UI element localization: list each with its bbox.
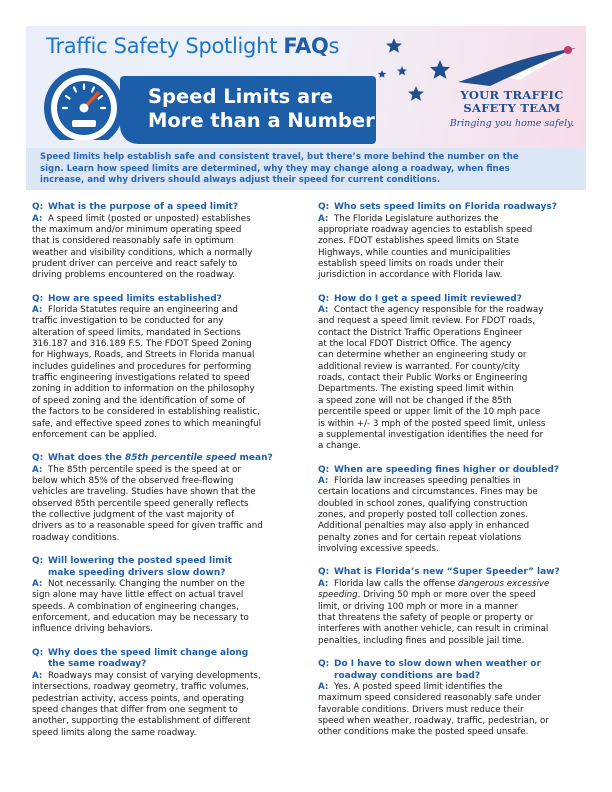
answer-text: Florida law increases speeding penalties in [334,476,521,487]
answer-line [32,407,300,418]
faq-item [32,294,300,442]
faq-item [32,648,300,739]
answer-line [318,362,586,373]
answer-marker: A: [32,579,43,590]
answer-marker: A: [318,476,329,487]
answer-line [318,705,586,716]
answer-text: another, supporting the establishment of different [32,716,251,727]
answer-line [318,316,586,327]
answer-line [32,476,300,487]
answer-line [32,705,300,716]
answer-text: enforcement, and education may be necessary to [32,613,249,624]
answer-line [32,590,300,601]
answer-text: safe, and effective speed zones to which meaningful [32,418,262,429]
intro-line: Speed limits help establish safe and consistent travel, but there’s more behind the number on the [40,152,519,162]
question-text: How do I get a speed limit reviewed? [334,293,522,304]
answer-text: percentile speed or upper limit of the 10 mph pace [318,407,541,418]
answer-line [32,624,300,635]
answer-line [318,384,586,395]
faq-item [32,453,300,544]
faq-question [32,556,300,579]
answer-line [318,373,586,384]
answer-text: penalty zones and for certain repeat violations [318,532,522,543]
answer-text: Additional penalties may also apply in enhanced [318,521,530,532]
question-marker: Q: [32,202,44,212]
answer-text: Contact the agency responsible for the roadway [334,305,544,316]
answer-line: that threatens the safety of people or property or [318,612,534,623]
faq-question [32,453,300,465]
logo-line-1: YOUR TRAFFIC [460,88,564,102]
question-text: What is the purpose of a speed limit? [48,202,239,212]
answer-text: traffic engineering investigations related to speed [32,373,250,384]
answer-emphasis: speeding [318,590,358,601]
faq-item [32,556,300,636]
answer-line [318,214,586,225]
question-text: How are speed limits established? [48,293,222,304]
answer-line [318,727,586,738]
faq-answer [32,671,300,739]
answer-line [32,270,300,281]
answer-line [318,693,586,704]
answer-line [32,419,300,430]
answer-text: that is considered reasonably safe in optimum [32,236,234,247]
answer-line [32,602,300,613]
answer-text: Highways, while counties and municipalities [318,247,511,258]
answer-text: drivers as to a reasonable speed for given traffic and [32,521,263,532]
answer-line [318,590,586,601]
faq-item [318,465,586,556]
answer-text: additional review is warranted. For county/city [318,361,520,372]
answer-text: roadway conditions. [32,532,120,543]
answer-text: for Highways, Roads, and Streets in Florida manual [32,350,255,361]
header-banner [26,26,586,148]
answer-text: . Driving 50 mph or more over the speed [357,590,536,601]
answer-line: limit, or driving 100 mph or more in a manner [318,601,519,612]
faq-question [318,659,586,682]
answer-line [318,716,586,727]
answer-text: and request a speed limit review. For FDOT roads, [318,316,536,327]
faq-item [32,202,300,282]
answer-line [32,728,300,739]
answer-line [32,533,300,544]
answer-line [318,270,586,281]
faq-item [318,202,586,282]
answer-line [318,499,586,510]
intro-line: sign. Learn how speed limits are determined, why they may change along a roadway, when fines [40,163,510,174]
question-marker: Q: [318,202,330,212]
faq-item [318,567,586,647]
series-title: Traffic Safety Spotlight FAQs [46,34,340,58]
answer-line [318,476,586,487]
answer-text: zones. FDOT establishes speed limits on State [318,236,519,247]
answer-text: prudent driver can perceive and react safely to [32,258,238,269]
answer-line [318,544,586,555]
title-line-2: More than a Number [148,109,375,132]
answer-text: roads, contact their Public Works or Engineering [318,373,528,384]
answer-marker: A: [32,670,43,681]
answer-line: penalties, including fines and possible jail time. [318,635,525,646]
answer-line [32,305,300,316]
question-text-cont: the same roadway? [48,659,147,670]
answer-text: speed when weather, roadway, traffic, pedestrian, or [318,716,549,727]
answer-text: 316.187 and 316.189 F.S. The FDOT Speed Zoning [32,339,252,350]
answer-line [318,441,586,452]
faq-answer [318,682,586,739]
answer-text: jurisdiction in accordance with Florida law. [318,270,503,281]
answer-line [32,259,300,270]
answer-text: a supplemental investigation identifies the need for [318,429,544,440]
answer-text: The 85th percentile speed is the speed at or [48,464,241,475]
answer-line: interferes with another vehicle, can result in criminal [318,624,549,635]
faq-answer [318,214,586,282]
answer-text: appropriate roadway agencies to establish speed [318,224,533,235]
question-text: Do I have to slow down when weather or [334,659,541,669]
answer-text: includes guidelines and procedures for performing [32,361,252,372]
answer-line [318,407,586,418]
answer-line [32,499,300,510]
answer-line [32,716,300,727]
answer-text: a speed zone will not be changed if the 85th [318,395,512,406]
answer-text: certain locations and circumstances. Fines may be [318,487,538,498]
answer-text: Roadways may consist of varying developments, [48,670,261,681]
answer-line [318,419,586,430]
answer-text: influence driving behaviors. [32,624,153,635]
answer-line [318,328,586,339]
answer-line [318,339,586,350]
answer-line [32,236,300,247]
answer-line [32,248,300,259]
answer-text: The Florida Legislature authorizes the [334,213,499,224]
answer-text: zoning in addition to information on the philosophy [32,384,255,395]
question-marker: Q: [32,293,44,304]
answer-text: observed 85th percentile speed generally reflects [32,498,249,509]
answer-line [32,465,300,476]
traffic-safety-team-logo [442,68,582,142]
answer-text: intersections, roadway geometry, traffic volumes, [32,682,249,693]
answer-line [318,236,586,247]
answer-text: vehicles are traveling. Studies have shown that the [32,487,256,498]
answer-text: below which 85% of the observed free-flowing [32,476,234,487]
answer-line [32,339,300,350]
faq-question [32,648,300,671]
question-marker: Q: [32,453,44,464]
intro-summary [26,148,586,190]
question-text: What does the [48,453,126,464]
answer-text: pedestrian activity, access points, and operating [32,693,245,704]
question-marker: Q: [318,464,330,475]
answer-text: Not necessarily. Changing the number on the [48,579,245,590]
answer-text: weather and visibility conditions, which a normally [32,247,253,258]
answer-emphasis: dangerous excessive [457,578,550,589]
answer-line [32,328,300,339]
answer-line [32,396,300,407]
question-text: Who sets speed limits on Florida roadways? [334,202,557,212]
answer-line [318,225,586,236]
answer-line [318,510,586,521]
answer-text: Florida Statutes require an engineering and [48,305,238,316]
faq-question [32,294,300,306]
answer-line [32,694,300,705]
answer-text: driving problems encountered on the roadway. [32,270,236,281]
answer-marker: A: [318,305,329,316]
answer-line [32,384,300,395]
answer-line [318,396,586,407]
answer-line [318,682,586,693]
logo-line-2: SAFETY TEAM [463,101,561,115]
title-line-1: Speed Limits are [148,85,334,108]
answer-text: other conditions make the posted speed unsafe. [318,727,529,738]
answer-line [32,225,300,236]
answer-text: speed changes that differ from one segment to [32,704,238,715]
answer-line [32,521,300,532]
answer-line [32,579,300,590]
answer-marker: A: [318,213,329,224]
answer-line [318,305,586,316]
answer-line [32,613,300,624]
answer-line [318,487,586,498]
answer-line [318,350,586,361]
question-text: Will lowering the posted speed limit [48,556,232,567]
question-marker: Q: [318,567,330,578]
faq-answer [318,579,586,647]
faq-column-left [32,202,300,751]
faq-answer [318,476,586,555]
answer-text: Departments. The existing speed limit within [318,384,514,395]
question-text: Why does the speed limit change along [48,647,249,658]
answer-text: traffic investigation to be conducted for any [32,316,224,327]
answer-text: A speed limit (posted or unposted) establishes [48,213,251,224]
answer-text: contact the District Traffic Operations Engineer [318,327,523,338]
question-text: mean? [236,453,273,464]
answer-marker: A: [32,305,43,316]
answer-text: the collective judgment of the vast majority of [32,510,235,521]
faq-column-right [318,202,586,751]
answer-line [318,248,586,259]
answer-line [318,521,586,532]
question-text: What is Florida’s new “Super Speeder” law? [334,567,560,578]
document-title [120,76,376,144]
answer-text: sign alone may have little effect on actual travel [32,590,244,601]
answer-text: is within +/- 3 mph of the posted speed limit, unless [318,418,546,429]
answer-text: Yes. A posted speed limit identifies the [334,682,503,692]
answer-text: involving excessive speeds. [318,544,439,555]
speedometer-icon [34,60,134,140]
faq-answer [32,214,300,282]
answer-line [32,430,300,441]
question-emphasis: 85th percentile speed [125,453,237,464]
answer-text: Florida law calls the offense [334,578,458,589]
answer-text: doubled in school zones, qualifying construction [318,498,528,509]
faq-question [32,202,300,214]
answer-text: maximum speed considered reasonably safe under [318,693,541,704]
question-text-cont: roadway conditions are bad? [334,670,481,681]
question-text-cont: make speeding drivers slow down? [48,567,226,578]
faq-question [318,202,586,214]
answer-line [32,362,300,373]
answer-line [32,682,300,693]
answer-text: speed limits along the same roadway. [32,727,197,738]
faq-answer [32,465,300,544]
question-marker: Q: [32,647,44,658]
answer-line [32,214,300,225]
faq-question [318,465,586,477]
answer-line [32,316,300,327]
faq-answer [318,305,586,452]
faq-question [318,567,586,579]
answer-line [318,430,586,441]
answer-marker: A: [318,578,329,589]
answer-marker: A: [318,682,329,692]
faq-answer [32,305,300,441]
answer-line [32,671,300,682]
answer-text: can determine whether an engineering study or [318,350,527,361]
answer-line [32,510,300,521]
road-swoosh-icon [450,42,582,86]
answer-line [32,373,300,384]
answer-text: establish speed limits on roads under their [318,258,504,269]
answer-text: the maximum and/or minimum operating speed [32,224,242,235]
logo-tagline: Bringing you home safely. [449,118,575,129]
answer-text: at the local FDOT District Office. The agency [318,339,512,350]
question-marker: Q: [318,293,330,304]
answer-line [32,350,300,361]
faq-item [318,659,586,739]
faq-question [318,294,586,306]
answer-text: speeds. A combination of engineering changes, [32,601,239,612]
answer-text: zones, and properly posted toll collection zones. [318,510,528,521]
answer-marker: A: [32,213,43,224]
question-marker: Q: [318,659,330,669]
question-text: When are speeding fines higher or doubled? [334,464,560,475]
answer-text: favorable conditions. Drivers must reduce their [318,704,524,715]
answer-line [318,533,586,544]
answer-line [318,259,586,270]
answer-text: enforcement can be applied. [32,429,157,440]
answer-text: the factors to be considered in establishing realistic, [32,407,260,418]
faq-answer [32,579,300,636]
answer-text: a change. [318,441,361,452]
question-marker: Q: [32,556,44,567]
answer-line [318,579,586,590]
answer-marker: A: [32,464,43,475]
faq-item [318,294,586,453]
answer-text: alteration of speed limits, mandated in Sections [32,327,241,338]
answer-text: of speed zoning and the identification of some of [32,395,246,406]
answer-line [32,487,300,498]
intro-line: increase, and why drivers should always adjust their speed for current conditions. [40,175,441,186]
